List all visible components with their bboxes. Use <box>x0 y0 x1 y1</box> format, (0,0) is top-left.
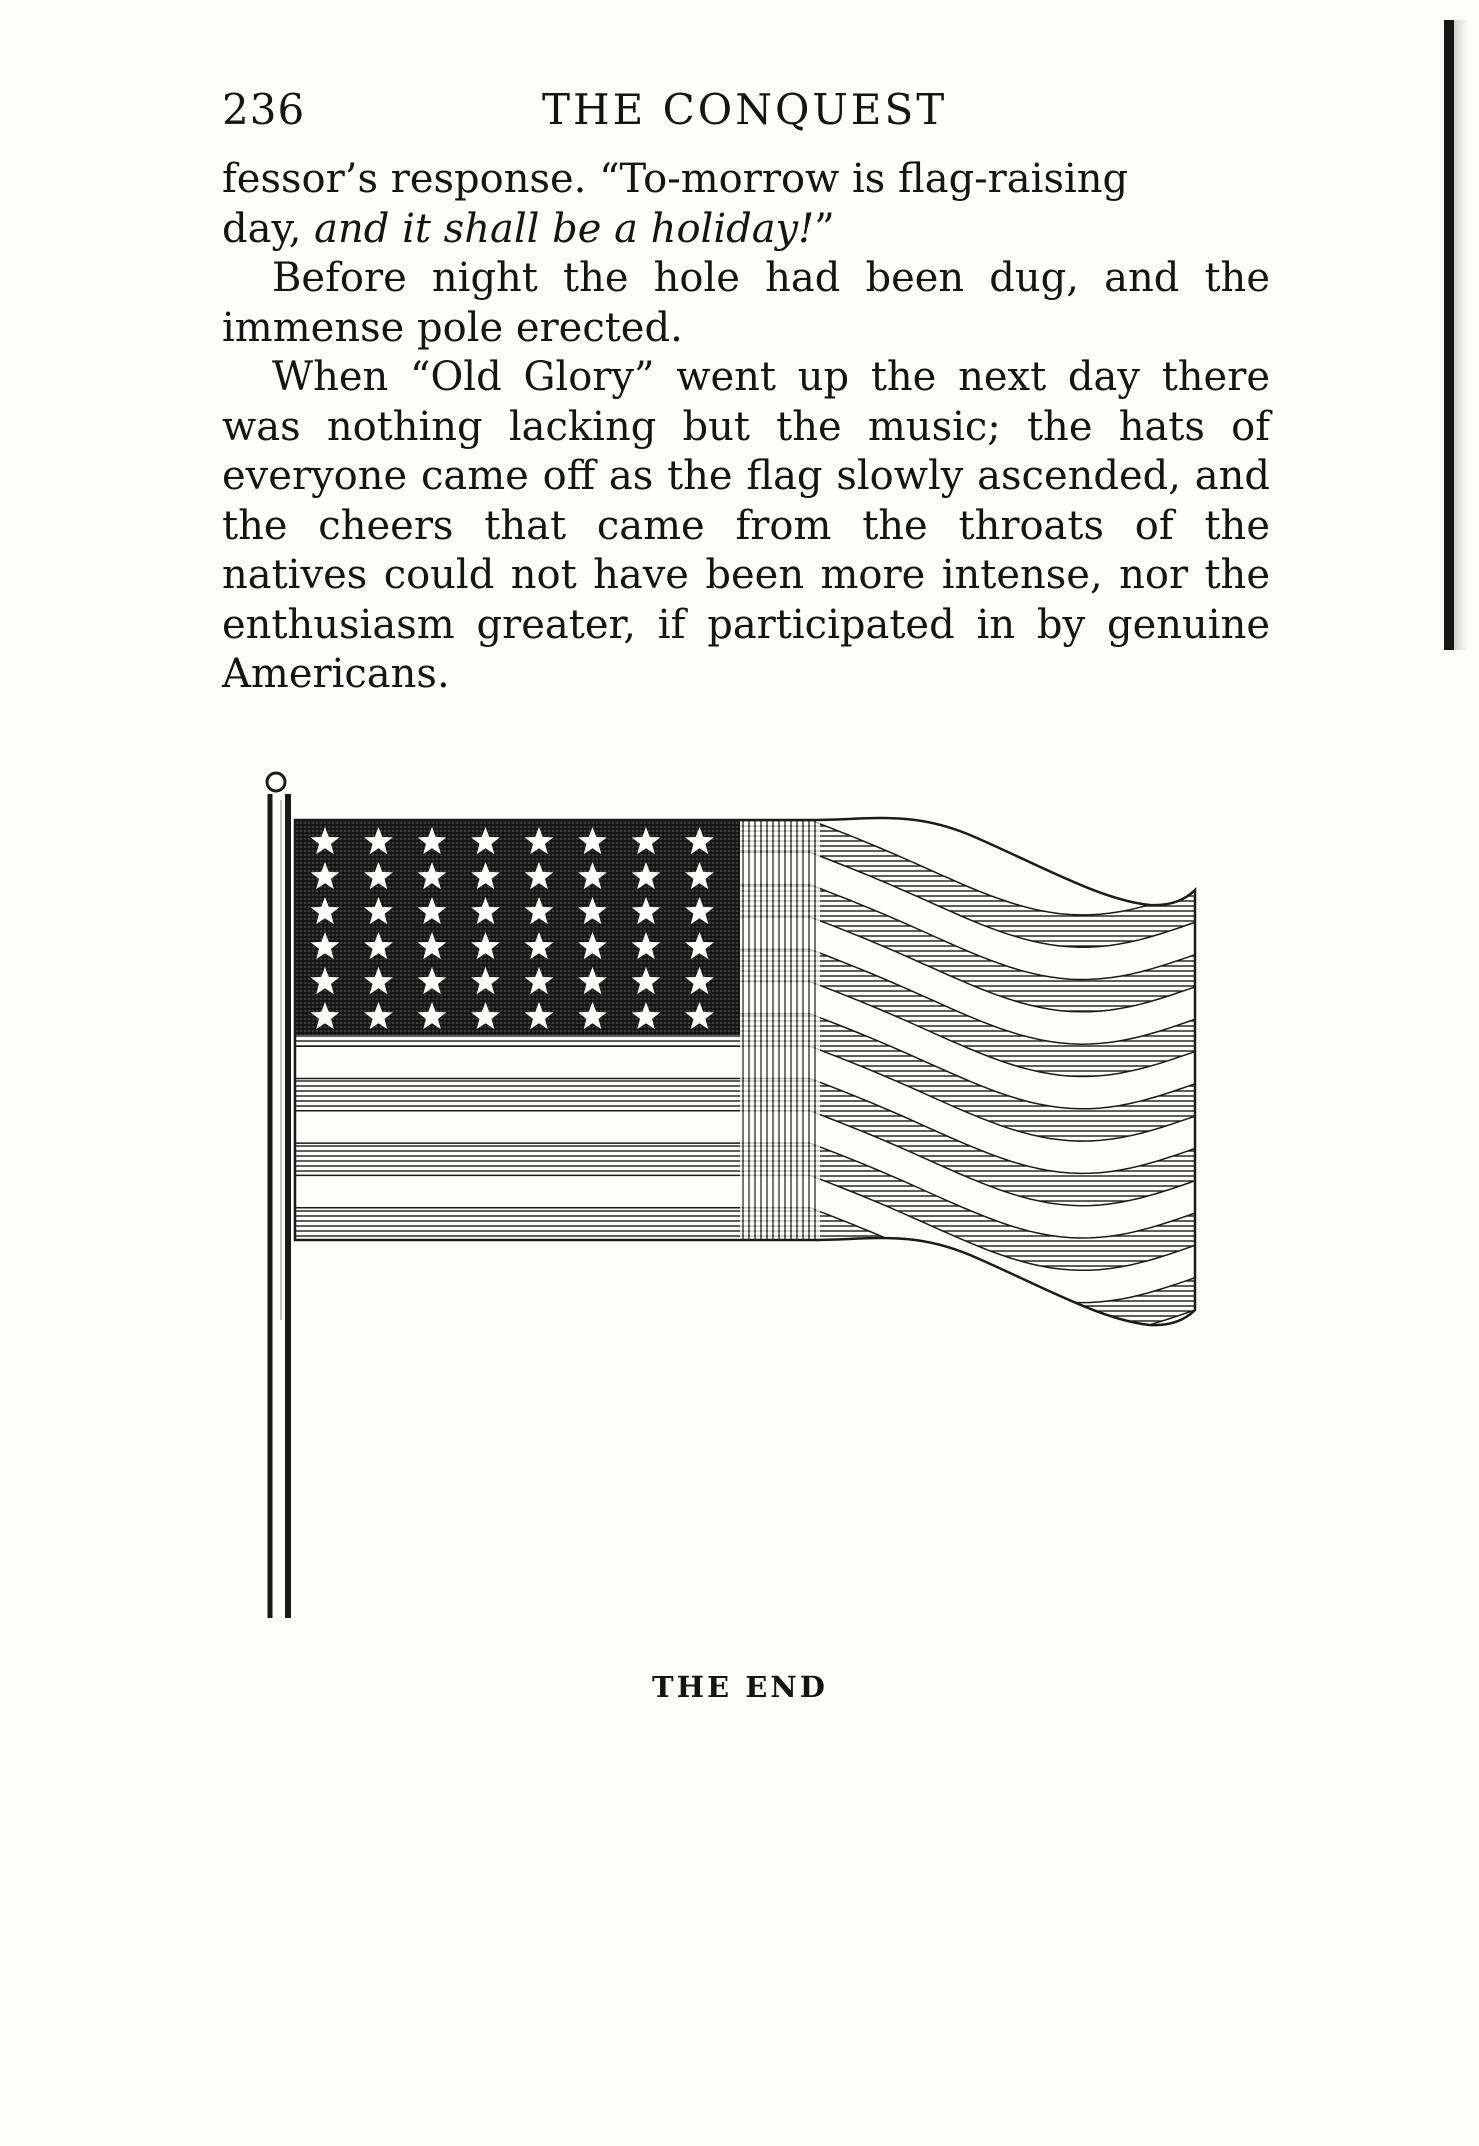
paragraph-continued-line-2-end: ” <box>814 205 835 252</box>
book-title: THE CONQUEST <box>542 85 948 134</box>
flag-canton <box>295 820 740 1035</box>
page-edge-bar <box>1444 20 1454 650</box>
paragraph-continued-line-2-italic: and it shall be a holiday! <box>314 205 815 252</box>
page-number: 236 <box>222 85 306 134</box>
the-end-label: THE END <box>652 1670 828 1704</box>
paragraph-continued-line-2-plain: day, <box>222 205 315 252</box>
paragraph-old-glory: When “Old Glory” went up the next day there was nothing lacking but the music; the hats of everyone came off as the flag slowly ascended, and the cheers that came from the throats of the natives could not have been more intense, nor the enthusiasm greater, if participated in by genuine Americans. <box>222 354 1270 697</box>
paragraph-continued <box>222 155 1270 254</box>
flagpole-finial <box>267 773 285 791</box>
flag-engraving-svg <box>250 760 1250 1640</box>
flag-fold-shading <box>740 800 820 1340</box>
running-head <box>222 80 1272 140</box>
paragraph-continued-line-1: fessor’s response. “To-morrow is flag-raising <box>222 156 1129 202</box>
flag-illustration <box>250 760 1250 1640</box>
page-edge-shadow <box>1454 20 1468 650</box>
body-text <box>222 155 1270 700</box>
paragraph-pole: Before night the hole had been dug, and the immense pole erected. <box>222 255 1270 351</box>
flagpole <box>267 773 288 1618</box>
